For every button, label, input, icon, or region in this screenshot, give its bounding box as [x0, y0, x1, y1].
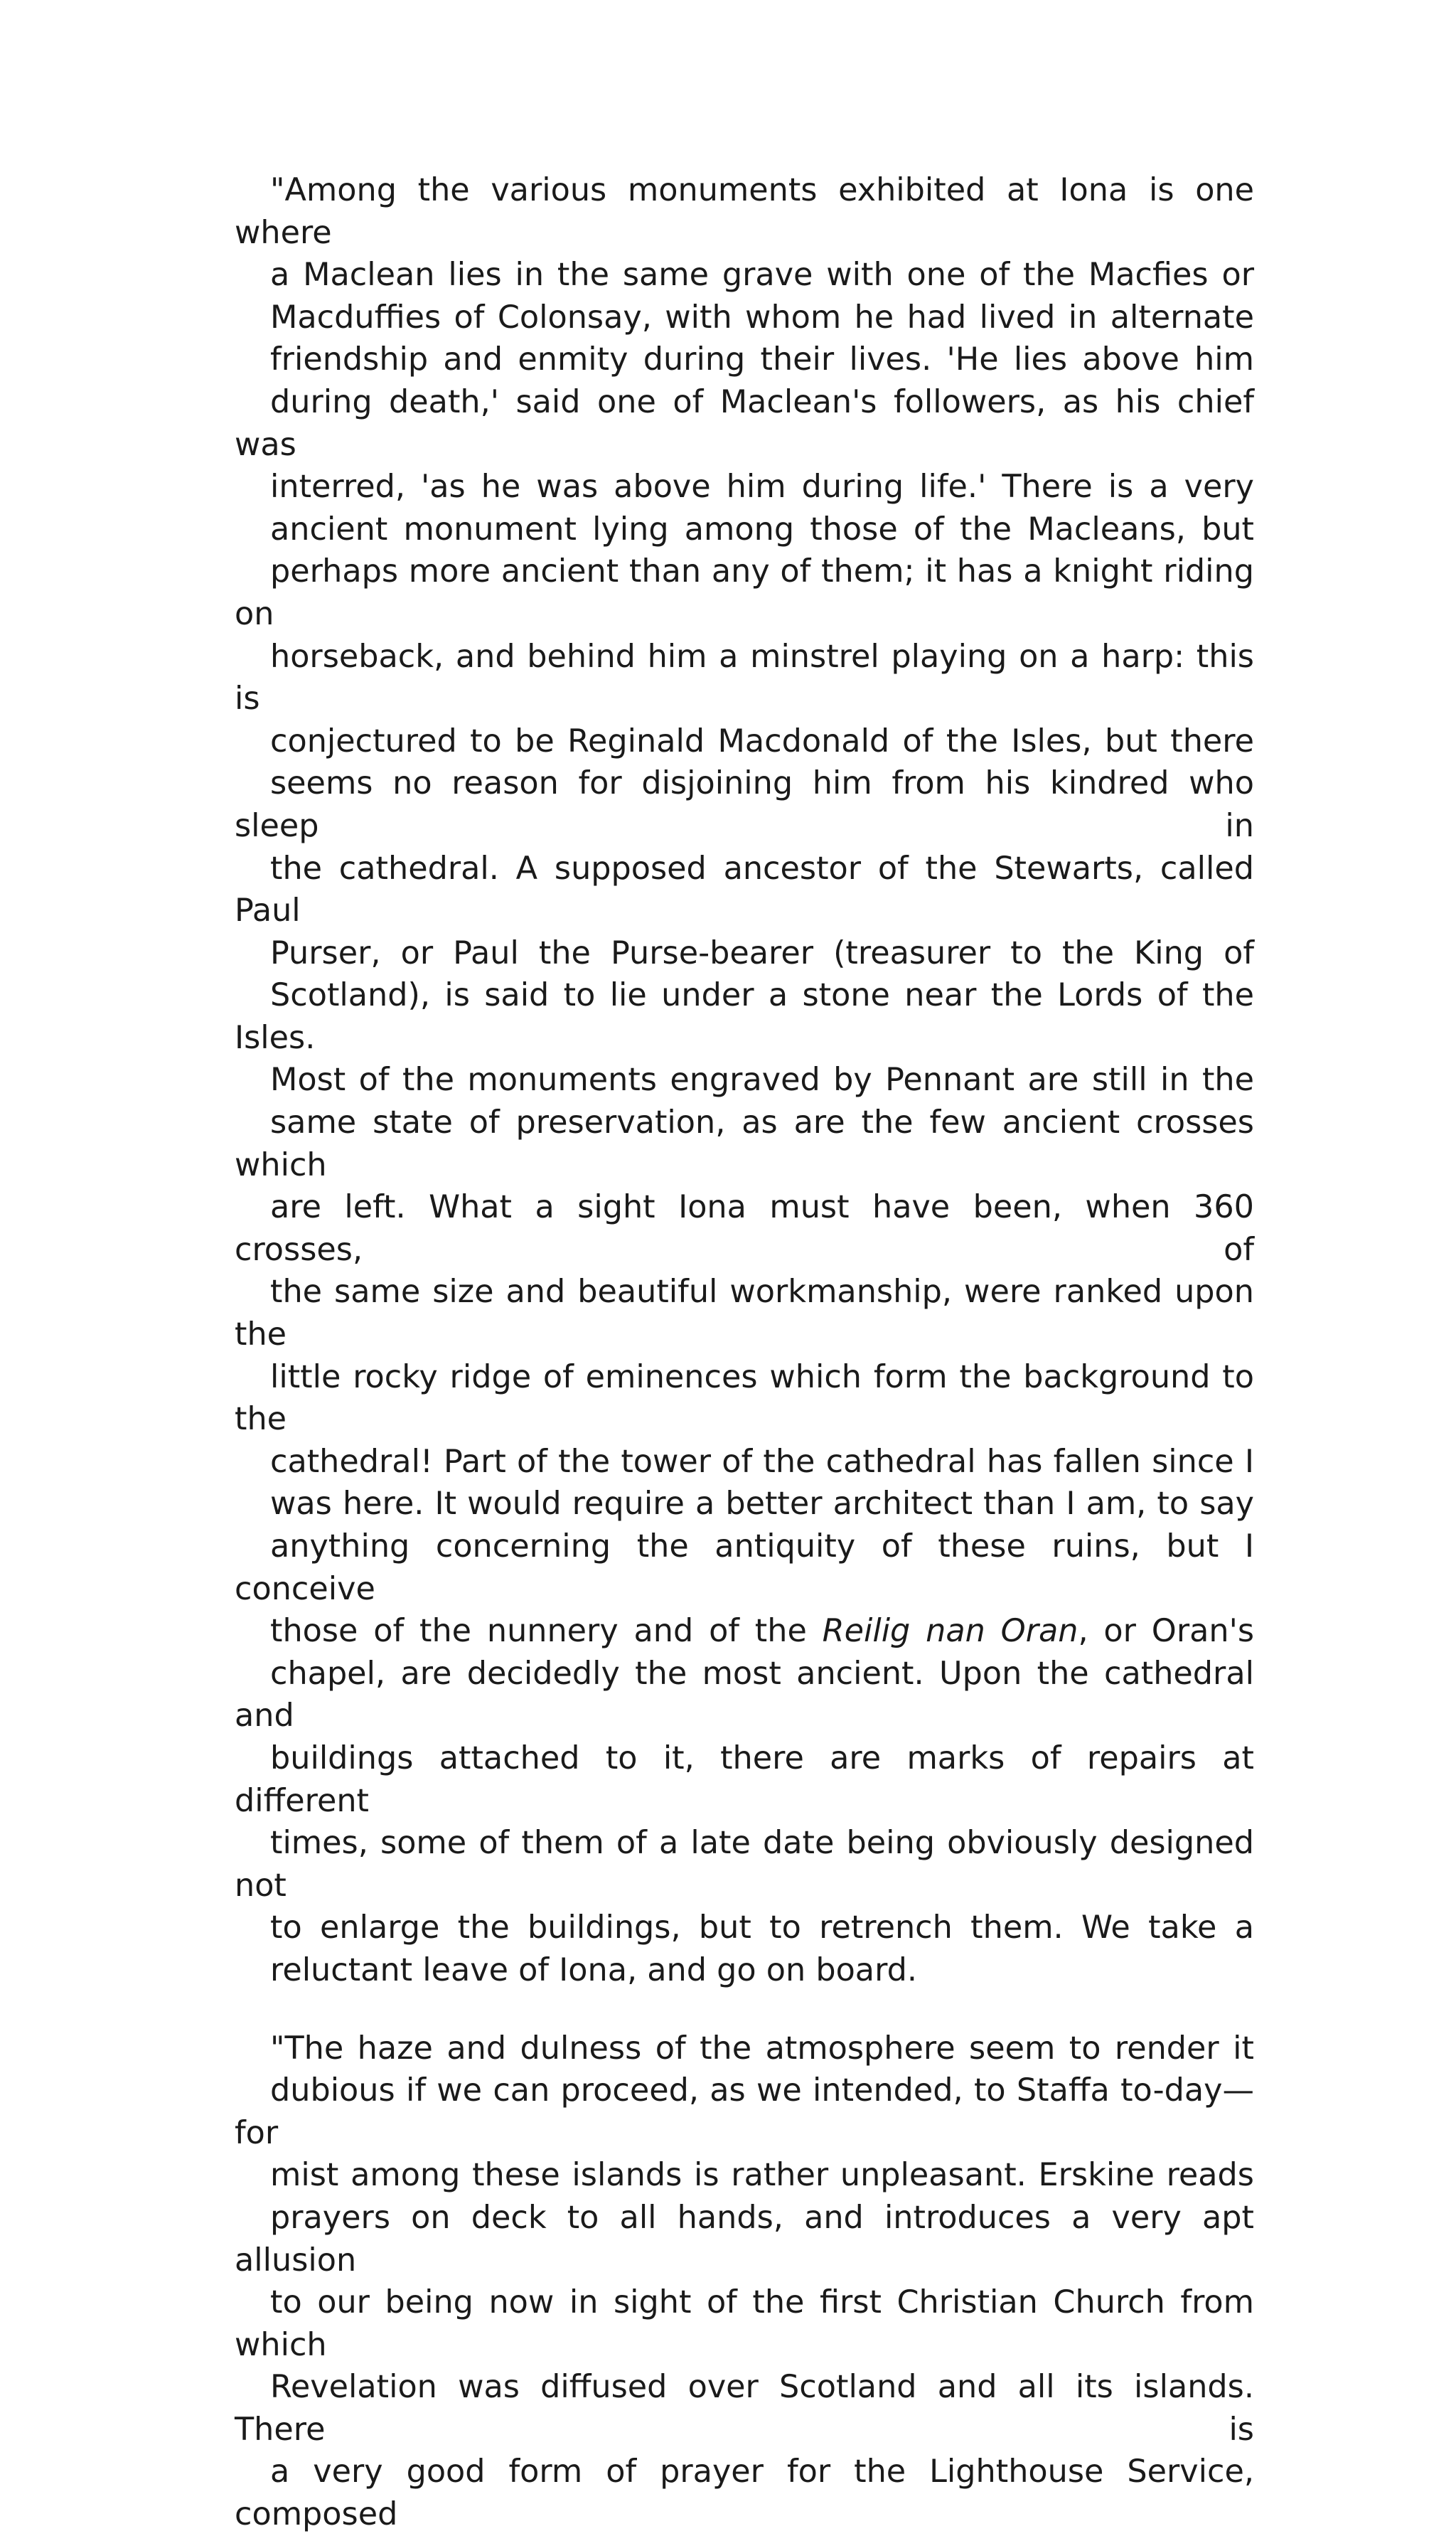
- text-line: perhaps more ancient than any of them; it has a knight riding on: [235, 553, 1254, 632]
- text-line: chapel, are decidedly the most ancient. Upon the cathedral and: [235, 1655, 1254, 1735]
- text-line: to enlarge the buildings, but to retrench them. We take a: [270, 1909, 1254, 1946]
- text-line: Purser, or Paul the Purse-bearer (treasurer to the King of: [270, 934, 1254, 971]
- text-line: dubious if we can proceed, as we intended, to Staffa to-day—for: [235, 2072, 1254, 2151]
- text-line: "Among the various monuments exhibited at Iona is one where: [235, 172, 1254, 251]
- text-line: cathedral! Part of the tower of the cathedral has fallen since I: [270, 1443, 1254, 1480]
- text-segment: , or Oran's: [1078, 1613, 1255, 1650]
- text-line: same state of preservation, as are the few ancient crosses which: [235, 1104, 1254, 1183]
- paragraph-iona-monuments: [235, 169, 1254, 1992]
- text-line: friendship and enmity during their lives. 'He lies above him: [270, 341, 1254, 378]
- text-line: reluctant leave of Iona, and go on board.: [270, 1951, 917, 1988]
- body-text: [235, 169, 1254, 2536]
- italic-place-name: Reilig nan Oran: [822, 1613, 1078, 1650]
- text-line: buildings attached to it, there are marks of repairs at different: [235, 1739, 1254, 1819]
- text-line: are left. What a sight Iona must have been, when 360 crosses, of: [235, 1189, 1254, 1268]
- text-line: mist among these islands is rather unpleasant. Erskine reads: [270, 2157, 1254, 2194]
- text-line: horseback, and behind him a minstrel playing on a harp: this is: [235, 638, 1254, 718]
- text-line: interred, 'as he was above him during life.' There is a very: [270, 469, 1254, 506]
- text-line: the same size and beautiful workmanship, were ranked upon the: [235, 1274, 1254, 1353]
- text-line: times, some of them of a late date being obviously designed not: [235, 1825, 1254, 1904]
- text-line: a Maclean lies in the same grave with one of the Macfies or: [270, 257, 1254, 294]
- text-line: Revelation was diffused over Scotland and all its islands. There is: [235, 2369, 1254, 2448]
- text-line: conjectured to be Reginald Macdonald of the Isles, but there: [270, 723, 1254, 760]
- text-line: the cathedral. A supposed ancestor of the Stewarts, called Paul: [235, 850, 1254, 929]
- text-line: ancient monument lying among those of the Macleans, but: [270, 511, 1254, 548]
- paragraph-haze-staffa: [235, 2028, 1254, 2536]
- text-line: seems no reason for disjoining him from his kindred who sleep in: [235, 765, 1254, 844]
- text-line: during death,' said one of Maclean's followers, as his chief was: [235, 383, 1254, 463]
- text-line: was here. It would require a better architect than I am, to say: [270, 1486, 1254, 1523]
- text-line: Scotland), is said to lie under a stone near the Lords of the Isles.: [235, 977, 1254, 1056]
- text-line: anything concerning the antiquity of these ruins, but I conceive: [235, 1528, 1254, 1607]
- text-line: prayers on deck to all hands, and introduces a very apt allusion: [235, 2199, 1254, 2279]
- text-line: Most of the monuments engraved by Pennant are still in the: [270, 1062, 1254, 1099]
- text-segment: those of the nunnery and of the: [270, 1613, 823, 1650]
- text-line-with-italic: [235, 1610, 1254, 1653]
- text-line: Macduffies of Colonsay, with whom he had lived in alternate: [270, 299, 1254, 336]
- text-line: to our being now in sight of the first Christian Church from which: [235, 2284, 1254, 2363]
- text-line: "The haze and dulness of the atmosphere seem to render it: [270, 2030, 1254, 2067]
- text-line: little rocky ridge of eminences which form the background to the: [235, 1358, 1254, 1438]
- text-line: a very good form of prayer for the Lighthouse Service, composed: [235, 2454, 1254, 2533]
